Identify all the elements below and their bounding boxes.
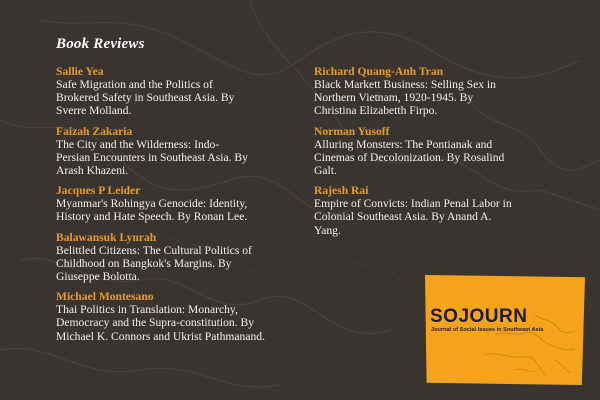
book-line: Colonial Southeast Asia. By Anand A. — [314, 210, 492, 224]
review-entry — [314, 126, 576, 178]
book-line: Alluring Monsters: The Pontianak and — [314, 137, 493, 151]
book-line: History and Hate Speech. By Ronan Lee. — [56, 210, 248, 224]
book-line: Michael K. Connors and Ukrist Pathmanand. — [56, 329, 265, 343]
book-line: Thai Politics in Translation: Monarchy, — [56, 303, 238, 317]
reviewer-name: Jacques P Leider — [56, 184, 141, 198]
review-entry — [56, 126, 318, 178]
review-entry — [56, 185, 318, 223]
section-heading: Book Reviews — [56, 36, 145, 52]
book-line: Galt. — [314, 164, 337, 178]
book-line: Sverre Molland. — [56, 104, 132, 118]
review-entry — [56, 66, 318, 118]
reviewer-name: Sallie Yea — [56, 65, 104, 78]
review-entry — [314, 185, 576, 237]
review-entry — [314, 66, 576, 118]
book-line: The City and the Wilderness: Indo- — [56, 137, 220, 151]
book-line: Democracy and the Supra-constitution. By — [56, 316, 255, 330]
book-line: Persian Encounters in Southeast Asia. By — [56, 150, 248, 164]
reviewer-name: Michael Montesano — [56, 290, 154, 304]
journal-subtitle: Journal of Social Issues in Southeast Asia — [431, 327, 544, 333]
book-line: Brokered Safety in Southeast Asia. By — [56, 91, 235, 105]
book-line: Childhood on Bangkok's Margins. By — [56, 256, 232, 270]
reviewer-name: Balawansuk Lynrah — [56, 230, 157, 244]
reviews-right-column — [314, 66, 576, 237]
reviews-left-column — [56, 66, 318, 343]
book-line: Empire of Convicts: Indian Penal Labor in — [314, 197, 512, 211]
reviewer-name: Rajesh Rai — [314, 184, 369, 198]
reviewer-name: Faizah Zakaria — [56, 124, 133, 138]
book-line: Safe Migration and the Politics of — [56, 78, 213, 91]
journal-title: SOJOURN — [430, 306, 528, 327]
book-line: Yang. — [314, 223, 341, 237]
review-entry — [56, 291, 318, 343]
book-line: Christina Elizabetth Firpo. — [314, 104, 438, 118]
book-line: Arash Khazeni. — [56, 164, 129, 178]
reviewer-name: Norman Yusoff — [314, 124, 390, 138]
book-line: Black Markett Business: Selling Sex in — [314, 78, 496, 91]
book-line: Belittled Citizens: The Cultural Politics of — [56, 243, 252, 257]
book-line: Northern Vietnam, 1920-1945. By — [314, 91, 474, 105]
review-entry — [56, 232, 318, 284]
reviewer-name: Richard Quang-Anh Tran — [314, 65, 444, 78]
book-line: Cinemas of Decolonization. By Rosalind — [314, 150, 505, 164]
book-line: Giuseppe Bolotta. — [56, 270, 140, 284]
book-line: Myanmar's Rohingya Genocide: Identity, — [56, 197, 248, 211]
